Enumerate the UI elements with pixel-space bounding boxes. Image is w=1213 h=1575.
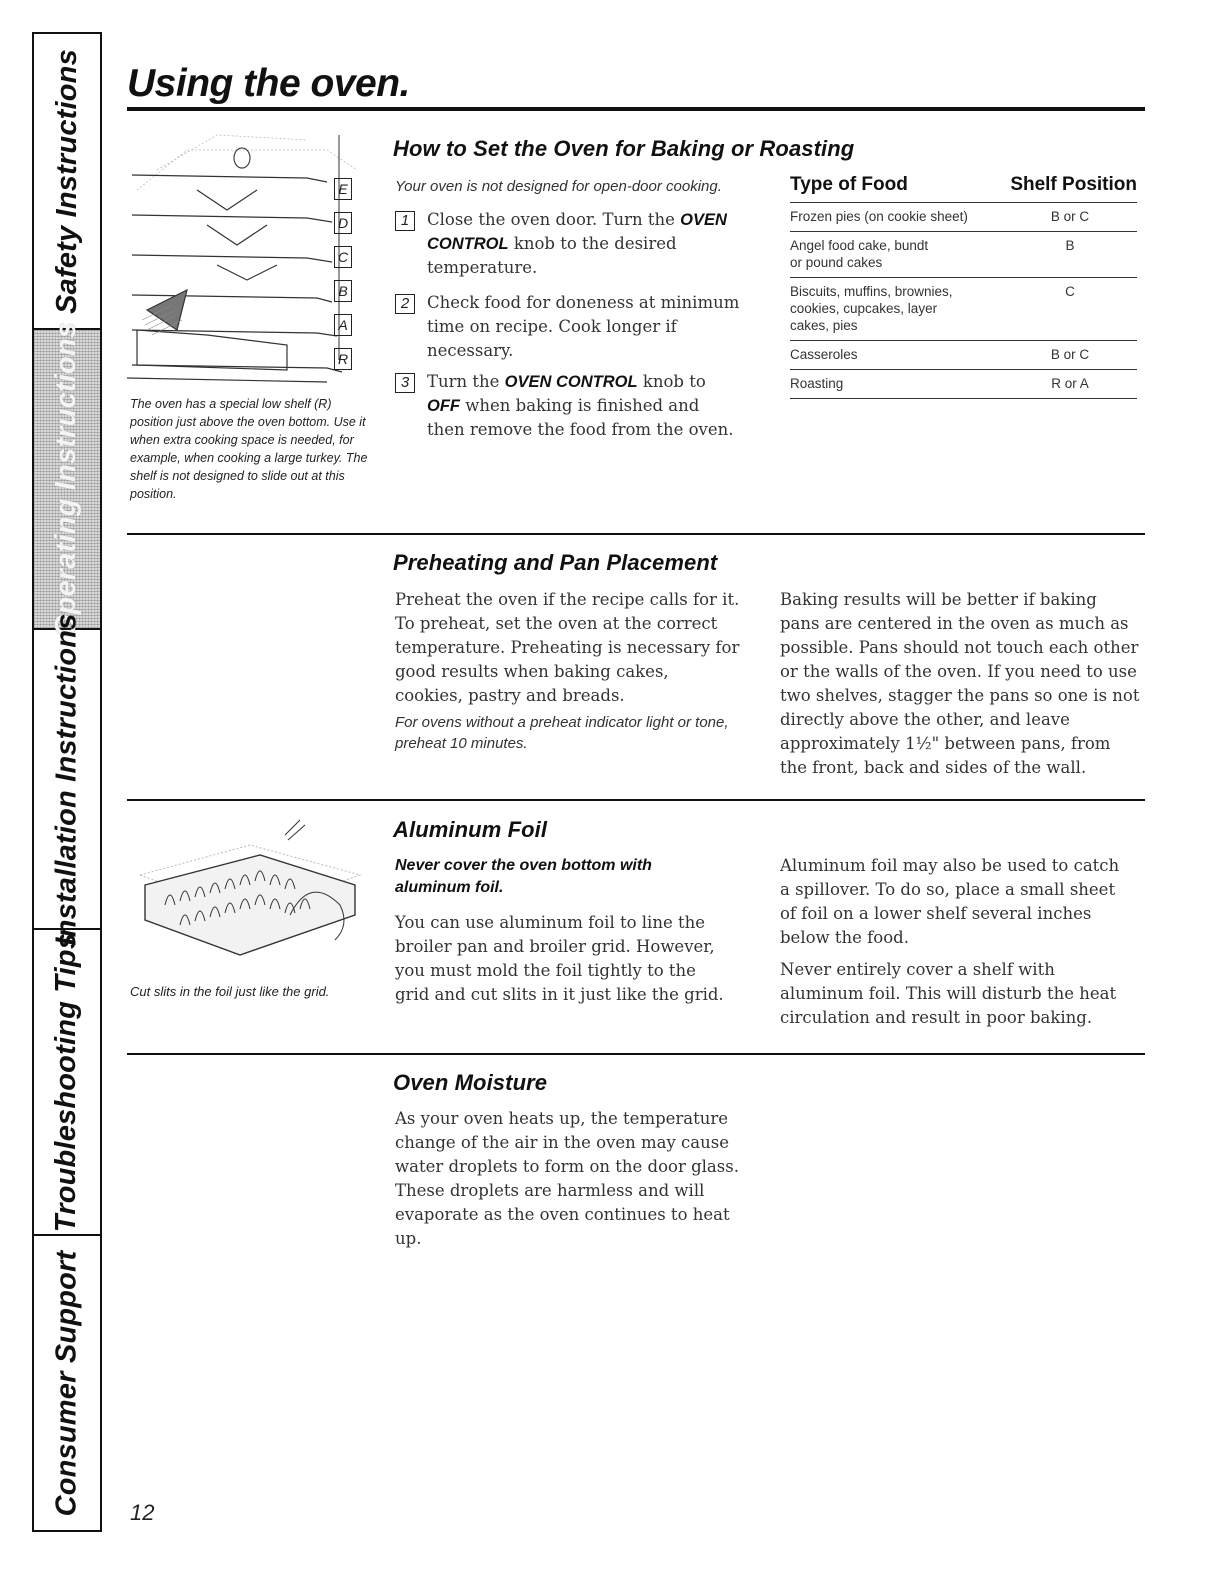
step-text: Turn the OVEN CONTROL knob to OFF when baking is finished and then remove the food from the oven. bbox=[427, 372, 734, 439]
header-shelf-position: Shelf Position bbox=[1010, 174, 1137, 195]
tab-label: Installation Instructions bbox=[50, 612, 83, 946]
table-header bbox=[790, 172, 1137, 202]
step-2 bbox=[395, 291, 740, 363]
step-text: Close the oven door. Turn the OVEN CONTROL knob to the desired temperature. bbox=[427, 210, 727, 277]
shelf-label-d: D bbox=[334, 212, 352, 234]
shelf-label-b: B bbox=[334, 280, 352, 302]
table-row: Biscuits, muffins, brownies, cookies, cupcakes, layer cakes, pies C bbox=[790, 277, 1137, 340]
tab-troubleshooting-tips[interactable] bbox=[34, 930, 100, 1236]
step-number: 2 bbox=[395, 294, 415, 314]
header-type-of-food: Type of Food bbox=[790, 174, 908, 195]
tab-label: Troubleshooting Tips bbox=[50, 932, 83, 1232]
foil-paragraph-3: Never entirely cover a shelf with aluminum foil. This will disturb the heat circulation and result in poor baking. bbox=[780, 960, 1117, 1027]
preheating-section-title: Preheating and Pan Placement bbox=[393, 550, 718, 575]
moisture-paragraph: As your oven heats up, the temperature change of the air in the oven may cause water droplets to form on the door glass. These droplets are harmless and will evaporate as the oven continues to heat up. bbox=[395, 1109, 739, 1248]
oven-shelf-illustration bbox=[127, 130, 377, 392]
foil-section-title: Aluminum Foil bbox=[393, 817, 548, 842]
title-rule bbox=[127, 107, 1145, 111]
tab-label: Operating Instructions bbox=[50, 321, 83, 637]
tab-installation-instructions[interactable] bbox=[34, 612, 100, 946]
shelf-label-e: E bbox=[334, 178, 352, 200]
table-row: Casseroles B or C bbox=[790, 340, 1137, 369]
oven-shelf-caption: The oven has a special low shelf (R) position just above the oven bottom. Use it when extra cooking space is needed, for example, when cooking a large turkey. The shelf is not designed to slide out at this position. bbox=[130, 397, 368, 501]
table-row: Angel food cake, bundt or pound cakes B bbox=[790, 231, 1137, 277]
table-row: Frozen pies (on cookie sheet) B or C bbox=[790, 202, 1137, 231]
table-row: Roasting R or A bbox=[790, 369, 1137, 399]
shelf-labels bbox=[334, 178, 354, 370]
shelf-label-c: C bbox=[334, 246, 352, 268]
tab-safety-instructions[interactable] bbox=[34, 34, 100, 330]
shelf-label-r: R bbox=[334, 348, 352, 370]
section-divider bbox=[127, 1053, 1145, 1055]
foil-paragraph-1: You can use aluminum foil to line the broiler pan and broiler grid. However, you must mold the foil tightly to the grid and cut slits in it just like the grid. bbox=[395, 913, 724, 1004]
section-divider bbox=[127, 799, 1145, 801]
step-text: Check food for doneness at minimum time on recipe. Cook longer if necessary. bbox=[427, 293, 740, 360]
page-title: Using the oven. bbox=[127, 62, 410, 105]
tab-label: Consumer Support bbox=[50, 1250, 83, 1516]
shelf-label-a: A bbox=[334, 314, 352, 336]
step-1 bbox=[395, 208, 740, 280]
baking-section-title: How to Set the Oven for Baking or Roasting bbox=[393, 136, 855, 161]
moisture-section-title: Oven Moisture bbox=[393, 1070, 548, 1095]
shelf-position-table bbox=[790, 172, 1137, 399]
tab-operating-instructions[interactable] bbox=[34, 321, 100, 637]
page-number: 12 bbox=[130, 1500, 155, 1525]
tab-consumer-support[interactable] bbox=[34, 1236, 100, 1530]
foil-caption: Cut slits in the foil just like the grid. bbox=[130, 984, 330, 999]
preheating-paragraph: Preheat the oven if the recipe calls for it. To preheat, set the oven at the correct temperature. Preheating is necessary for good results when baking cakes, cookies, pastry and breads. bbox=[395, 590, 740, 705]
sidebar-nav bbox=[32, 32, 102, 1532]
step-number: 3 bbox=[395, 373, 415, 393]
step-number: 1 bbox=[395, 211, 415, 231]
broiler-pan-drawing bbox=[130, 815, 370, 975]
preheat-note: For ovens without a preheat indicator light or tone, preheat 10 minutes. bbox=[395, 714, 729, 752]
broiler-pan-illustration bbox=[130, 815, 370, 975]
open-door-note: Your oven is not designed for open-door cooking. bbox=[395, 178, 722, 195]
foil-paragraph-2: Aluminum foil may also be used to catch a spillover. To do so, place a small sheet of foil on a lower shelf several inches below the food. bbox=[780, 856, 1120, 947]
tab-label: Safety Instructions bbox=[50, 48, 83, 314]
section-divider bbox=[127, 533, 1145, 535]
foil-warning: Never cover the oven bottom with aluminum foil. bbox=[395, 857, 652, 896]
step-3 bbox=[395, 370, 740, 442]
pan-placement-paragraph: Baking results will be better if baking pans are centered in the oven as much as possible. Pans should not touch each other or the walls of the oven. If you need to use two shelves, stagger the pans so one is not directly above the other, and leave approximately 1½" between pans, from the front, back and sides of the wall. bbox=[780, 590, 1140, 777]
